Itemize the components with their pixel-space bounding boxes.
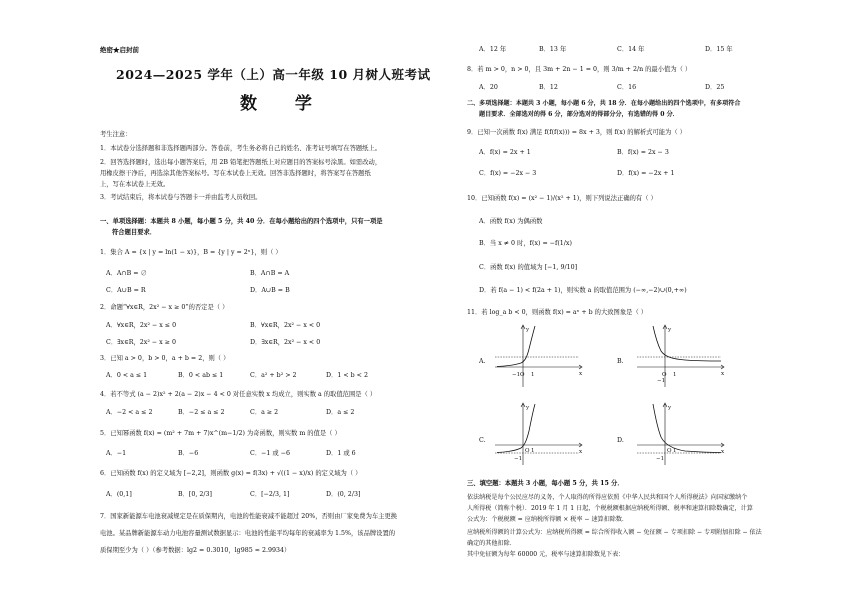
question-9-option-a[interactable]: A．f(x) = 2x + 1 bbox=[479, 149, 531, 156]
graph-d-y-label: y bbox=[668, 405, 672, 411]
question-6-stem: 6．已知函数 f(x) 的定义域为 [−2,2]，则函数 g(x) = f(3x) + √((1 − x)/x) 的定义域为（ ） bbox=[100, 470, 362, 477]
question-11-option-a-label[interactable]: A. bbox=[479, 358, 486, 365]
graph-d-tick-neg: −1 bbox=[656, 456, 665, 462]
graph-c-tick-neg: −1 bbox=[514, 456, 523, 462]
notice-line: 上，写在本试卷上无效。 bbox=[100, 181, 170, 188]
notice-line: 1．本试卷分选择题和非选择题两部分。答卷前，考生务必将自己的姓名、准考证号填写在答题纸上。 bbox=[100, 145, 382, 152]
question-7-option-c[interactable]: C．14 年 bbox=[617, 46, 645, 53]
question-4-option-a[interactable]: A．−2 < a ≤ 2 bbox=[106, 409, 153, 416]
question-4-option-b[interactable]: B．−2 ≤ a ≤ 2 bbox=[178, 409, 225, 416]
graph-a-curve bbox=[497, 326, 535, 367]
question-4-option-c[interactable]: C．a ≥ 2 bbox=[250, 409, 279, 416]
graph-c-tick-pos: 1 bbox=[531, 448, 535, 454]
question-3-option-b[interactable]: B．0 < ab ≤ 1 bbox=[178, 372, 224, 379]
question-11-graph-b[interactable] bbox=[635, 323, 727, 395]
section2-heading-cont: 题目要求．全部选对的得 6 分，部分选对的得部分分，有选错的得 0 分． bbox=[479, 111, 679, 118]
section3-line: 确定的其他扣除． bbox=[467, 540, 516, 547]
graph-a-tick-neg: −1 bbox=[512, 372, 521, 378]
graph-d-x-label: x bbox=[721, 449, 725, 455]
graph-b-y-label: y bbox=[668, 327, 672, 333]
question-5-option-d[interactable]: D．1 或 6 bbox=[326, 450, 356, 457]
question-10-option-c[interactable]: C．函数 f(x) 的值域为 [−1, 9/10] bbox=[479, 264, 578, 271]
question-11-option-c-label[interactable]: C. bbox=[479, 437, 486, 444]
graph-d-origin: O bbox=[667, 448, 672, 454]
question-9-option-b[interactable]: B．f(x) = 2x − 3 bbox=[617, 149, 669, 156]
graph-c-origin: O bbox=[525, 448, 530, 454]
subject-title: 数 学 bbox=[240, 94, 328, 114]
graph-a-tick-pos: 1 bbox=[531, 372, 535, 378]
question-1-option-b[interactable]: B．A∩B = A bbox=[250, 270, 290, 277]
question-1-option-d[interactable]: D．A∪B = B bbox=[250, 287, 290, 294]
question-10-option-b[interactable]: B．当 x ≠ 0 时，f(x) = −f(1/x) bbox=[479, 240, 572, 247]
question-7-line: 电池。某品牌新能源车动力电池容量测试数据显示：电池的性能平均每年的衰减率为 1.5%，该品牌设置的 bbox=[100, 530, 396, 537]
question-1-stem: 1．集合 A = {x | y = ln(1 − x)}，B = {y | y = 2ˣ}，则（ ） bbox=[100, 249, 282, 256]
graph-b-origin: O bbox=[662, 372, 667, 378]
notice-line: 3．考试结束后，将本试卷与答题卡一并由监考人员收回。 bbox=[100, 194, 262, 201]
question-8-option-a[interactable]: A．20 bbox=[479, 84, 498, 91]
question-6-option-b[interactable]: B．[0, 2/3] bbox=[178, 491, 212, 498]
question-7-option-a[interactable]: A．12 年 bbox=[479, 46, 507, 53]
section3-line: 其中免征额为每年 60000 元，税率与速算扣除数见下表： bbox=[467, 551, 625, 558]
graph-b-curve bbox=[653, 326, 721, 361]
section3-heading: 三、填空题：本题共 3 小题，每小题 5 分，共 15 分． bbox=[467, 480, 624, 487]
graph-a-axes bbox=[495, 325, 582, 387]
question-2-option-b[interactable]: B．∀x∈R，2x² − x < 0 bbox=[250, 322, 321, 329]
page-title: 2024—2025 学年（上）高一年级 10 月树人班考试 bbox=[116, 67, 431, 82]
question-5-option-a[interactable]: A．−1 bbox=[106, 450, 127, 457]
section3-line: 人所得税（简称个税）．2019 年 1 月 1 日起，个税税额根据应纳税所得额、税率和速算扣除数确定，计算 bbox=[467, 505, 753, 512]
section1-heading-cont: 符合题目要求． bbox=[112, 229, 157, 236]
question-1-option-a[interactable]: A．A∩B = ∅ bbox=[106, 270, 147, 277]
question-8-option-d[interactable]: D．25 bbox=[705, 84, 725, 91]
question-10-option-d[interactable]: D．若 f(a − 1) < f(2a + 1)，则实数 a 的取值范围为 (−∞,−2)∪(0,+∞) bbox=[479, 287, 687, 294]
secret-mark: 绝密★启封前 bbox=[100, 46, 139, 54]
question-10-option-a[interactable]: A．函数 f(x) 为偶函数 bbox=[479, 218, 543, 225]
question-5-stem: 5．已知幂函数 f(x) = (m² + 7m + 7)x^(m−1/2) 为奇函数，则实数 m 的值是（ ） bbox=[100, 430, 341, 437]
question-10-stem: 10．已知函数 f(x) = (x² − 1)/(x² + 1)，则下列说法正确的有（ ） bbox=[467, 195, 657, 202]
question-6-option-d[interactable]: D．(0, 2/3] bbox=[326, 491, 361, 498]
section2-heading: 二、多项选择题：本题共 3 小题，每小题 6 分，共 18 分．在每小题给出的四个选项中，有多项符合 bbox=[467, 100, 741, 107]
question-5-option-b[interactable]: B．−6 bbox=[178, 450, 199, 457]
graph-b-tick-neg: −1 bbox=[657, 378, 666, 384]
question-2-option-a[interactable]: A．∀x∈R，2x² − x ≤ 0 bbox=[106, 322, 177, 329]
question-3-option-a[interactable]: A．0 < a ≤ 1 bbox=[106, 372, 148, 379]
question-6-option-a[interactable]: A．(0,1] bbox=[106, 491, 132, 498]
question-11-graph-c[interactable] bbox=[493, 401, 585, 473]
question-2-option-c[interactable]: C．∃x∈R，2x² − x ≥ 0 bbox=[106, 339, 176, 346]
question-8-stem: 8．若 m > 0，n > 0，且 3m + 2n − 1 = 0，则 3/m + 2/n 的最小值为（ ） bbox=[467, 66, 692, 73]
section3-line: 公式为：个税税额 = 应纳税所得额 × 税率 − 速算扣除数． bbox=[467, 516, 629, 523]
notice-line: 用橡皮擦干净后，再选涂其他答案标号。写在本试卷上无效。回答非选择题时，将答案写在答题纸 bbox=[100, 170, 371, 177]
graph-d-tick-pos: 1 bbox=[673, 448, 677, 454]
notice-line: 2．回答选择题时，选出每小题答案后，用 2B 铅笔把答题纸上对应题目的答案标号涂黑。如需改动， bbox=[100, 159, 382, 166]
graph-b-tick-pos: 1 bbox=[673, 372, 677, 378]
graph-a-y-label: y bbox=[526, 327, 530, 333]
question-6-option-c[interactable]: C．[−2/3, 1] bbox=[250, 491, 290, 498]
question-2-option-d[interactable]: D．∃x∈R，2x² − x < 0 bbox=[250, 339, 321, 346]
question-1-option-c[interactable]: C．A∪B = R bbox=[106, 287, 146, 294]
question-2-stem: 2．命题“∀x∈R，2x² − x ≥ 0”的否定是（ ） bbox=[100, 304, 229, 311]
question-11-option-b-label[interactable]: B. bbox=[617, 358, 624, 365]
question-7-line: 质保期至少为（ ）（参考数据：lg2 = 0.3010，lg985 ≈ 2.9934） bbox=[100, 547, 291, 554]
question-9-option-d[interactable]: D．f(x) = −2x + 1 bbox=[617, 170, 675, 177]
graph-a-origin: O bbox=[520, 372, 525, 378]
question-11-graph-d[interactable] bbox=[635, 401, 727, 473]
question-11-graph-a[interactable] bbox=[493, 323, 585, 395]
question-9-stem: 9．已知一次函数 f(x) 满足 f(f(f(x))) = 8x + 3，则 f(x) 的解析式可能为（ ） bbox=[467, 129, 686, 136]
question-11-stem: 11．若 log_a b < 0，则函数 f(x) = aˣ + b 的大致图象是（ ） bbox=[467, 309, 648, 316]
question-4-stem: 4．若不等式 (a − 2)x² + 2(a − 2)x − 4 < 0 对任意实数 x 均成立，则实数 a 的取值范围是（ ） bbox=[100, 391, 377, 398]
question-3-stem: 3．已知 a > 0，b > 0，a + b = 2，则（ ） bbox=[100, 355, 230, 362]
question-3-option-c[interactable]: C．a² + b² > 2 bbox=[250, 372, 297, 379]
section1-heading: 一、单项选择题：本题共 8 小题，每小题 5 分，共 40 分．在每小题给出的四个选项中，只有一项是 bbox=[100, 218, 383, 225]
question-8-option-b[interactable]: B．12 bbox=[539, 84, 558, 91]
question-11-option-d-label[interactable]: D. bbox=[617, 437, 624, 444]
graph-c-y-label: y bbox=[526, 405, 530, 411]
section3-line: 依法纳税是每个公民应尽的义务，个人取得的所得应依照《中华人民共和国个人所得税法》向国家缴纳个 bbox=[467, 494, 748, 501]
question-4-option-d[interactable]: D．a ≤ 2 bbox=[326, 409, 355, 416]
graph-a-x-label: x bbox=[579, 371, 583, 377]
graph-c-x-label: x bbox=[579, 449, 583, 455]
notice-heading: 考生注意： bbox=[100, 131, 132, 138]
question-3-option-d[interactable]: D．1 < b < 2 bbox=[326, 372, 368, 379]
question-8-option-c[interactable]: C．16 bbox=[617, 84, 637, 91]
question-7-option-b[interactable]: B．13 年 bbox=[539, 46, 567, 53]
graph-b-x-label: x bbox=[721, 371, 725, 377]
question-7-line: 7．国家新能源车电池衰减规定是在质保期内，电池的性能衰减不能超过 20%，否则由厂家免费为车主更换 bbox=[100, 513, 398, 520]
question-5-option-c[interactable]: C．−1 或 −6 bbox=[250, 450, 290, 457]
question-9-option-c[interactable]: C．f(x) = −2x − 3 bbox=[479, 170, 537, 177]
question-7-option-d[interactable]: D．15 年 bbox=[705, 46, 733, 53]
section3-line: 应纳税所得额的计算公式为：应纳税所得额 = 综合所得收入额 − 免征额 − 专项扣除 − 专项附加扣除 − 依法 bbox=[467, 529, 762, 536]
